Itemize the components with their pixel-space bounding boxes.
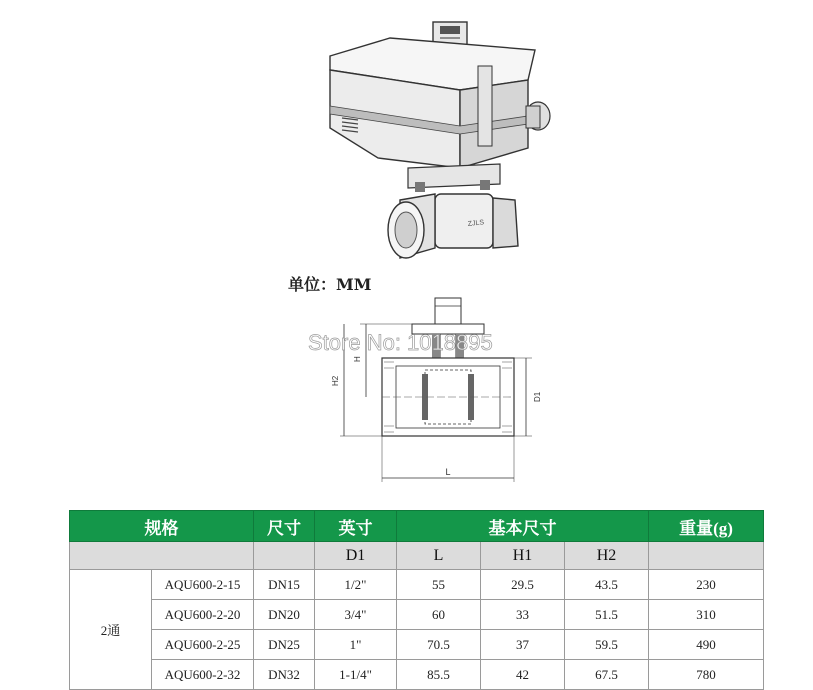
table-subheader-row [70,542,764,570]
header-inch: 英寸 [315,511,397,542]
cell-h1: 37 [481,630,565,660]
cell-dn: DN20 [254,600,315,630]
cell-h2: 51.5 [565,600,649,630]
cell-l: 70.5 [397,630,481,660]
cell-weight: 310 [649,600,764,630]
valve-product-illustration [300,8,570,278]
cell-weight: 780 [649,660,764,690]
header-spec: 规格 [70,511,254,542]
table-row [70,630,764,660]
subheader-d1: D1 [315,542,397,570]
header-size: 尺寸 [254,511,315,542]
cell-dn: DN15 [254,570,315,600]
cell-inch: 1-1/4" [315,660,397,690]
label-d1: D1 [533,391,542,402]
table-row [70,660,764,690]
cell-l: 55 [397,570,481,600]
cell-dn: DN32 [254,660,315,690]
cell-h2: 43.5 [565,570,649,600]
dimension-drawing [300,292,560,492]
subheader-blank [70,542,254,570]
label-h2: H2 [331,375,340,386]
label-l: L [445,467,451,477]
cell-h2: 67.5 [565,660,649,690]
header-weight: 重量(g) [649,511,764,542]
label-h: H [353,356,362,362]
subheader-h1: H1 [481,542,565,570]
dimension-unit-label: 单位：MM [288,275,372,294]
subheader-blank-size [254,542,315,570]
header-basic-dims: 基本尺寸 [397,511,649,542]
subheader-h2: H2 [565,542,649,570]
table-row [70,570,764,600]
cell-inch: 1/2" [315,570,397,600]
group-label: 2通 [70,570,152,690]
cell-model: AQU600-2-15 [152,570,254,600]
cell-h1: 29.5 [481,570,565,600]
cell-l: 85.5 [397,660,481,690]
subheader-blank-weight [649,542,764,570]
cell-model: AQU600-2-32 [152,660,254,690]
cell-h1: 33 [481,600,565,630]
cell-weight: 230 [649,570,764,600]
cell-h1: 42 [481,660,565,690]
spec-table [69,510,764,690]
table-header-row [70,511,764,542]
cell-dn: DN25 [254,630,315,660]
store-watermark: Store No: 1018895 [308,330,493,355]
cell-l: 60 [397,600,481,630]
subheader-l: L [397,542,481,570]
cell-inch: 1" [315,630,397,660]
cell-model: AQU600-2-25 [152,630,254,660]
cell-h2: 59.5 [565,630,649,660]
table-row [70,600,764,630]
svg-text:ZJLS: ZJLS [467,219,485,228]
cell-inch: 3/4" [315,600,397,630]
cell-weight: 490 [649,630,764,660]
cell-model: AQU600-2-20 [152,600,254,630]
